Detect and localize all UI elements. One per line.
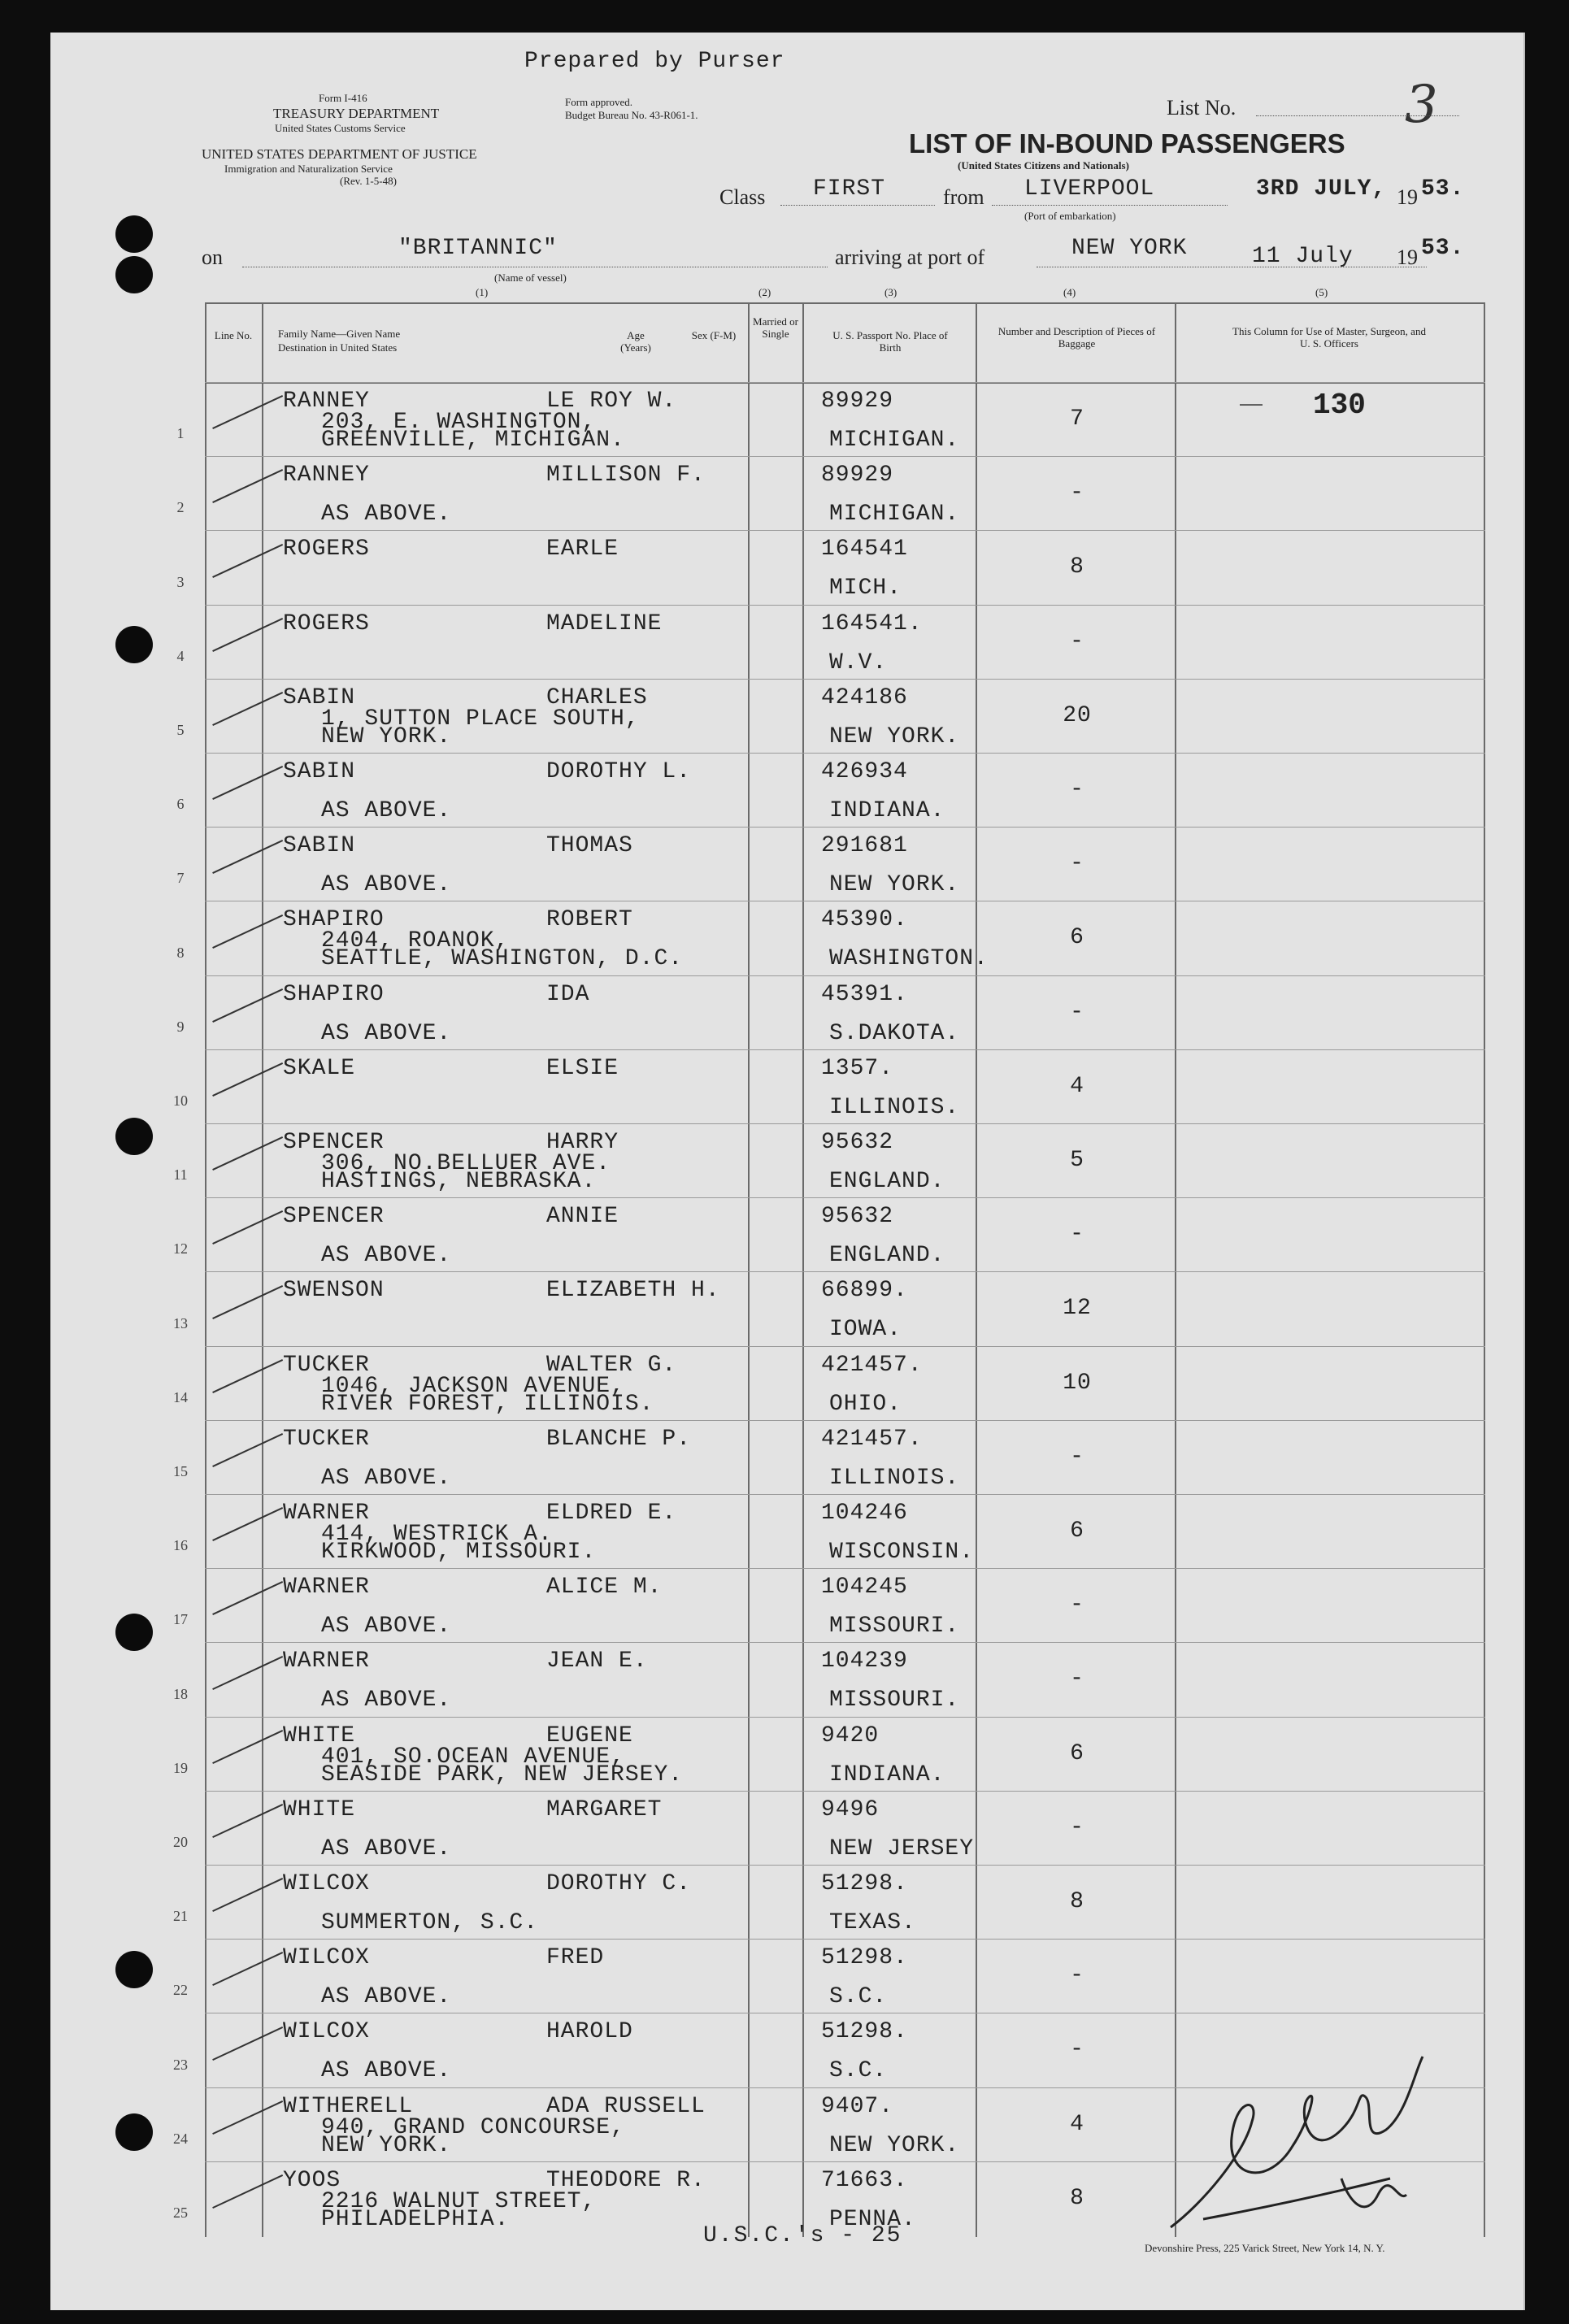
place-of-birth: ENGLAND.	[829, 1243, 945, 1269]
place-of-birth: S.C.	[829, 1984, 888, 2010]
line-number: 3	[176, 573, 185, 590]
passport-number: 95632	[821, 1130, 894, 1155]
passport-number: 45390.	[821, 907, 908, 933]
address-line-1: 401, SO.OCEAN AVENUE,	[321, 1744, 625, 1770]
family-name: WARNER	[283, 1649, 370, 1675]
place-of-birth: OHIO.	[829, 1391, 902, 1417]
baggage-count: -	[1070, 999, 1084, 1025]
prepared-by-purser: Prepared by Purser	[524, 49, 785, 74]
row-divider	[205, 605, 1485, 606]
binder-hole	[115, 1951, 153, 1988]
arrival-date: 11 July	[1252, 244, 1354, 269]
binder-hole	[115, 626, 153, 663]
place-of-birth: INDIANA.	[829, 1761, 945, 1788]
address-line-1: 940, GRAND CONCOURSE,	[321, 2114, 625, 2140]
baggage-count: 4	[1070, 2111, 1084, 2137]
family-name: SPENCER	[283, 1204, 385, 1230]
baggage-count: -	[1070, 1666, 1084, 1692]
given-name: DOROTHY L.	[546, 759, 692, 784]
officer-signature	[1154, 2040, 1447, 2252]
officer-mark: —	[1240, 390, 1263, 415]
customs-service: United States Customs Service	[275, 122, 406, 134]
address-line-2: GREENVILLE, MICHIGAN.	[321, 428, 625, 453]
family-name: SABIN	[283, 833, 356, 859]
passport-number: 9496	[821, 1796, 880, 1822]
address-line-2: SEASIDE PARK, NEW JERSEY.	[321, 1761, 684, 1788]
family-name: SWENSON	[283, 1278, 385, 1304]
baggage-count: -	[1070, 1814, 1084, 1840]
address-line-2: PHILADELPHIA.	[321, 2206, 510, 2232]
family-name: WARNER	[283, 1575, 370, 1601]
baggage-count: -	[1070, 480, 1084, 506]
given-name: ANNIE	[546, 1204, 619, 1230]
year-prefix: 19	[1397, 185, 1418, 209]
vessel-caption: (Name of vessel)	[494, 271, 567, 284]
passport-number: 291681	[821, 833, 908, 859]
address-line-2: RIVER FOREST, ILLINOIS.	[321, 1391, 654, 1417]
family-name: SABIN	[283, 759, 356, 784]
line-number: 9	[176, 1018, 185, 1035]
passport-number: 104245	[821, 1575, 908, 1601]
passport-number: 164541	[821, 536, 908, 563]
class-value: FIRST	[813, 176, 886, 202]
place-of-birth: WISCONSIN.	[829, 1540, 975, 1565]
place-of-birth: TEXAS.	[829, 1910, 916, 1935]
family-name: SABIN	[283, 684, 356, 710]
given-name: MADELINE	[546, 610, 663, 636]
address-line-2: AS ABOVE.	[321, 1688, 452, 1714]
baggage-count: 20	[1063, 702, 1092, 728]
place-of-birth: W.V.	[829, 649, 888, 675]
table-left-border	[205, 302, 206, 2237]
binder-hole	[115, 1614, 153, 1651]
family-name: YOOS	[283, 2167, 341, 2193]
row-divider	[205, 1717, 1485, 1718]
line-number: 22	[173, 1982, 188, 1999]
line-number: 19	[173, 1759, 188, 1776]
binder-hole	[115, 256, 153, 293]
given-name: IDA	[546, 981, 590, 1007]
place-of-birth: PENNA.	[829, 2206, 916, 2232]
class-underline	[780, 205, 935, 206]
arrival-year: 53.	[1421, 236, 1465, 261]
address-line-2: AS ABOVE.	[321, 872, 452, 898]
col-married: Married or Single	[753, 315, 798, 340]
address-line-1: 203, E. WASHINGTON,	[321, 410, 597, 435]
baggage-count: -	[1070, 2037, 1084, 2063]
address-line-2: AS ABOVE.	[321, 1835, 452, 1861]
column-number-1: (1)	[476, 286, 489, 298]
given-name: LE ROY W.	[546, 389, 677, 414]
row-divider	[205, 1346, 1485, 1347]
given-name: CHARLES	[546, 684, 648, 710]
address-line-2: SEATTLE, WASHINGTON, D.C.	[321, 946, 684, 972]
col-name: Family Name—Given Name	[278, 328, 401, 340]
baggage-count: -	[1070, 1963, 1084, 1989]
line-number: 18	[173, 1685, 188, 1702]
place-of-birth: ENGLAND.	[829, 1169, 945, 1194]
place-of-birth: IOWA.	[829, 1317, 902, 1343]
family-name: SHAPIRO	[283, 907, 385, 933]
baggage-count: 10	[1063, 1370, 1092, 1396]
passport-number: 424186	[821, 684, 908, 710]
col-sex: Sex (F-M)	[691, 329, 737, 341]
address-line-2: AS ABOVE.	[321, 1243, 452, 1269]
address-line-2: AS ABOVE.	[321, 502, 452, 528]
row-divider	[205, 530, 1485, 531]
given-name: MILLISON F.	[546, 463, 706, 489]
baggage-count: 8	[1070, 1889, 1084, 1914]
line-number: 6	[176, 796, 185, 813]
given-name: MARGARET	[546, 1796, 663, 1822]
place-of-birth: MICH.	[829, 576, 902, 602]
place-of-birth: MICHIGAN.	[829, 428, 960, 453]
family-name: SPENCER	[283, 1130, 385, 1155]
baggage-count: -	[1070, 777, 1084, 802]
line-number: 4	[176, 647, 185, 664]
line-number: 21	[173, 1908, 188, 1925]
baggage-count: 6	[1070, 1518, 1084, 1544]
embarkation-year: 53.	[1421, 176, 1465, 202]
binder-hole	[115, 2113, 153, 2151]
address-line-1: 2216 WALNUT STREET,	[321, 2188, 597, 2214]
family-name: ROGERS	[283, 536, 370, 563]
family-name: RANNEY	[283, 463, 370, 489]
passport-number: 421457.	[821, 1352, 923, 1378]
row-divider	[205, 382, 1485, 383]
given-name: BLANCHE P.	[546, 1426, 692, 1452]
passport-number: 1357.	[821, 1055, 894, 1081]
passport-number: 71663.	[821, 2167, 908, 2193]
row-divider	[205, 975, 1485, 976]
place-of-birth: S.C.	[829, 2058, 888, 2084]
line-number: 23	[173, 2056, 188, 2073]
department-of-justice: UNITED STATES DEPARTMENT OF JUSTICE	[202, 146, 477, 162]
form-approved: Form approved.	[565, 96, 633, 108]
address-line-2: AS ABOVE.	[321, 1465, 452, 1491]
row-divider	[205, 1939, 1485, 1940]
binder-hole	[115, 1118, 153, 1155]
binder-hole	[115, 215, 153, 253]
baggage-count: 8	[1070, 554, 1084, 580]
list-no-line	[1256, 115, 1459, 116]
baggage-divider	[1175, 302, 1176, 2237]
given-name: FRED	[546, 1945, 605, 1971]
passport-number: 104239	[821, 1649, 908, 1675]
class-label: Class	[719, 185, 766, 209]
column-number-2: (2)	[758, 286, 771, 298]
place-of-birth: ILLINOIS.	[829, 1465, 960, 1491]
line-number: 15	[173, 1463, 188, 1479]
place-of-birth: MISSOURI.	[829, 1688, 960, 1714]
family-name: WILCOX	[283, 2019, 370, 2045]
form-revision: (Rev. 1-5-48)	[340, 175, 397, 187]
row-divider	[205, 1642, 1485, 1643]
family-name: WILCOX	[283, 1871, 370, 1896]
column-number-4: (4)	[1063, 286, 1076, 298]
address-line-1: 2404, ROANOK,	[321, 928, 510, 954]
passport-number: 421457.	[821, 1426, 923, 1452]
address-line-1: 306, NO.BELLUER AVE.	[321, 1151, 611, 1176]
passport-number: 9420	[821, 1722, 880, 1748]
family-name: WHITE	[283, 1796, 356, 1822]
col-age: Age (Years)	[620, 329, 651, 354]
embarkation-port: LIVERPOOL	[1024, 176, 1155, 202]
family-name: WARNER	[283, 1501, 370, 1526]
address-line-2: AS ABOVE.	[321, 1614, 452, 1640]
family-name: SKALE	[283, 1055, 356, 1081]
form-title: LIST OF IN-BOUND PASSENGERS	[909, 128, 1345, 159]
given-name: HAROLD	[546, 2019, 633, 2045]
line-number: 12	[173, 1240, 188, 1258]
row-divider	[205, 1420, 1485, 1421]
line-number: 8	[176, 944, 185, 961]
family-name: SHAPIRO	[283, 981, 385, 1007]
row-divider	[205, 679, 1485, 680]
embarkation-date: 3RD JULY,	[1256, 176, 1387, 202]
baggage-count: -	[1070, 1592, 1084, 1618]
family-name: TUCKER	[283, 1426, 370, 1452]
address-line-2: NEW YORK.	[321, 2132, 452, 2158]
year-prefix-2: 19	[1397, 245, 1418, 269]
address-line-2: AS ABOVE.	[321, 1984, 452, 2010]
address-line-1: 1, SUTTON PLACE SOUTH,	[321, 706, 640, 732]
name-divider	[748, 302, 750, 2237]
row-divider	[205, 1049, 1485, 1050]
place-of-birth: S.DAKOTA.	[829, 1020, 960, 1046]
col-baggage: Number and Description of Pieces of Baggage	[997, 325, 1156, 350]
immigration-service: Immigration and Naturalization Service	[224, 163, 393, 175]
line-number: 25	[173, 2205, 188, 2221]
family-name: WHITE	[283, 1722, 356, 1748]
passport-number: 51298.	[821, 1945, 908, 1971]
line-number: 20	[173, 1834, 188, 1850]
row-divider	[205, 1123, 1485, 1124]
line-number: 17	[173, 1611, 188, 1628]
table-right-border	[1484, 302, 1485, 2237]
form-number: Form I-416	[319, 92, 367, 104]
line-number: 14	[173, 1388, 188, 1405]
given-name: ROBERT	[546, 907, 633, 933]
given-name: ELDRED E.	[546, 1501, 677, 1526]
row-divider	[205, 1197, 1485, 1198]
from-underline	[992, 205, 1228, 206]
address-line-2: KIRKWOOD, MISSOURI.	[321, 1540, 597, 1565]
place-of-birth: NEW JERSEY	[829, 1835, 975, 1861]
line-number: 2	[176, 499, 185, 516]
given-name: THEODORE R.	[546, 2167, 706, 2193]
given-name: JEAN E.	[546, 1649, 648, 1675]
baggage-count: 7	[1070, 406, 1084, 432]
passport-number: 45391.	[821, 981, 908, 1007]
place-of-birth: NEW YORK.	[829, 2132, 960, 2158]
port-embarkation-caption: (Port of embarkation)	[1024, 210, 1116, 222]
row-divider	[205, 753, 1485, 754]
row-divider	[205, 456, 1485, 457]
baggage-count: -	[1070, 1222, 1084, 1248]
passport-number: 426934	[821, 759, 908, 784]
passport-number: 104246	[821, 1501, 908, 1526]
line-no-divider	[262, 302, 263, 2237]
column-number-5: (5)	[1315, 286, 1328, 298]
line-number: 10	[173, 1092, 188, 1109]
line-number: 13	[173, 1314, 188, 1331]
family-name: TUCKER	[283, 1352, 370, 1378]
row-divider	[205, 1271, 1485, 1272]
row-divider	[205, 1791, 1485, 1792]
line-number: 16	[173, 1537, 188, 1554]
officer-note: 130	[1313, 389, 1366, 422]
passport-divider	[976, 302, 977, 2237]
baggage-count: -	[1070, 628, 1084, 654]
passport-number: 95632	[821, 1204, 894, 1230]
given-name: EARLE	[546, 536, 619, 563]
place-of-birth: NEW YORK.	[829, 723, 960, 749]
address-line-2: SUMMERTON, S.C.	[321, 1910, 539, 1935]
place-of-birth: WASHINGTON.	[829, 946, 989, 972]
document-sheet	[50, 33, 1525, 2310]
family-name: WITHERELL	[283, 2093, 414, 2119]
place-of-birth: ILLINOIS.	[829, 1094, 960, 1120]
given-name: DOROTHY C.	[546, 1871, 692, 1896]
baggage-count: 5	[1070, 1148, 1084, 1173]
col-destination: Destination in United States	[278, 341, 398, 354]
from-label: from	[943, 185, 984, 209]
row-divider	[205, 827, 1485, 828]
given-name: ALICE M.	[546, 1575, 663, 1601]
passport-number: 51298.	[821, 2019, 908, 2045]
address-line-2: AS ABOVE.	[321, 1020, 452, 1046]
address-line-1: 1046, JACKSON AVENUE,	[321, 1373, 625, 1399]
column-number-3: (3)	[884, 286, 898, 298]
passport-number: 89929	[821, 389, 894, 414]
baggage-count: -	[1070, 851, 1084, 877]
passport-number: 66899.	[821, 1278, 908, 1304]
arriving-label: arriving at port of	[835, 245, 985, 269]
budget-bureau: Budget Bureau No. 43-R061-1.	[565, 109, 698, 121]
form-subtitle: (United States Citizens and Nationals)	[958, 159, 1129, 172]
place-of-birth: NEW YORK.	[829, 872, 960, 898]
address-line-2: AS ABOVE.	[321, 798, 452, 823]
list-no-label: List No.	[1167, 96, 1237, 119]
given-name: ELIZABETH H.	[546, 1278, 720, 1304]
treasury-department: TREASURY DEPARTMENT	[273, 106, 440, 121]
baggage-count: 6	[1070, 1740, 1084, 1766]
on-label: on	[202, 245, 223, 269]
given-name: EUGENE	[546, 1722, 633, 1748]
passport-number: 89929	[821, 463, 894, 489]
baggage-count: 6	[1070, 925, 1084, 951]
married-divider	[802, 302, 804, 2237]
row-divider	[205, 1865, 1485, 1866]
given-name: ELSIE	[546, 1055, 619, 1081]
line-number: 24	[173, 2130, 188, 2147]
row-divider	[205, 1494, 1485, 1495]
col-passport: U. S. Passport No. Place of Birth	[832, 329, 948, 354]
family-name: WILCOX	[283, 1945, 370, 1971]
baggage-count: 12	[1063, 1296, 1092, 1322]
place-of-birth: INDIANA.	[829, 798, 945, 823]
given-name: THOMAS	[546, 833, 633, 859]
passport-number: 51298.	[821, 1871, 908, 1896]
baggage-count: -	[1070, 1444, 1084, 1470]
printer-imprint: Devonshire Press, 225 Varick Street, New York 14, N. Y.	[1145, 2242, 1385, 2254]
row-divider	[205, 1568, 1485, 1569]
address-line-2: HASTINGS, NEBRASKA.	[321, 1169, 597, 1194]
line-number: 5	[176, 722, 185, 738]
given-name: HARRY	[546, 1130, 619, 1155]
line-number: 7	[176, 870, 185, 887]
footer-total: U.S.C.'s - 25	[703, 2223, 902, 2248]
line-number: 1	[176, 425, 185, 442]
baggage-count: 4	[1070, 1073, 1084, 1099]
handwritten-list-number: 3	[1405, 75, 1438, 135]
passport-number: 9407.	[821, 2093, 894, 2119]
baggage-count: 8	[1070, 2185, 1084, 2211]
vessel-name: "BRITANNIC"	[398, 236, 558, 261]
family-name: RANNEY	[283, 389, 370, 414]
col-line-no: Line No.	[214, 329, 253, 341]
given-name: ADA RUSSELL	[546, 2093, 706, 2119]
arrival-port: NEW YORK	[1071, 236, 1188, 261]
place-of-birth: MICHIGAN.	[829, 502, 960, 528]
line-number: 11	[173, 1166, 188, 1184]
col-officers: This Column for Use of Master, Surgeon, and U. S. Officers	[1232, 325, 1426, 350]
address-line-2: AS ABOVE.	[321, 2058, 452, 2084]
family-name: ROGERS	[283, 610, 370, 636]
address-line-2: NEW YORK.	[321, 723, 452, 749]
place-of-birth: MISSOURI.	[829, 1614, 960, 1640]
passport-number: 164541.	[821, 610, 923, 636]
address-line-1: 414, WESTRICK A.	[321, 1522, 553, 1547]
given-name: WALTER G.	[546, 1352, 677, 1378]
table-top-border	[205, 302, 1485, 304]
